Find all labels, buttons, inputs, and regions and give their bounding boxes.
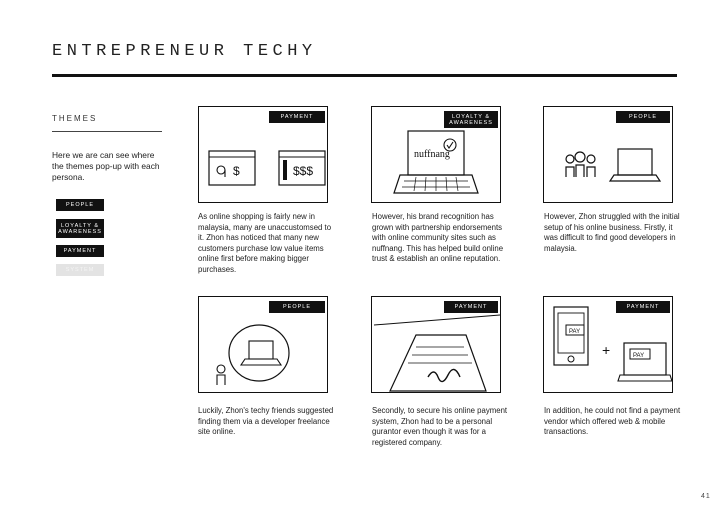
dollar-sign-sketch: $ xyxy=(233,164,240,178)
panel-2-tag: LOYALTY & AWARENESS xyxy=(444,111,498,128)
panel-2-caption: However, his brand recognition has grown with partnership endorsements with online community sites such as nuffnang. This has helped build online trust & establish an online reputation. xyxy=(372,212,504,264)
storyboard-panel-3 xyxy=(543,106,673,203)
storyboard-panel-6 xyxy=(543,296,673,393)
web-pay-label: PAY xyxy=(633,353,645,359)
panel-1-tag: PAYMENT xyxy=(269,111,325,123)
theme-tag-people: PEOPLE xyxy=(56,199,104,211)
triple-dollar-sketch: $$$ xyxy=(293,164,314,178)
storyboard-panel-1 xyxy=(198,106,328,203)
plus-sign: + xyxy=(602,342,611,358)
mobile-pay-label: PAY xyxy=(569,329,581,335)
panel-4-caption: Luckily, Zhon's techy friends suggested finding them via a developer freelance site online. xyxy=(198,406,334,437)
panel-4-tag: PEOPLE xyxy=(269,301,325,313)
page-number: 41 xyxy=(701,493,711,500)
panel-6-caption: In addition, he could not find a payment vendor which offered web & mobile transactions. xyxy=(544,406,681,437)
themes-label: THEMES xyxy=(52,114,98,123)
panel-3-tag: PEOPLE xyxy=(616,111,670,123)
panel-1-caption: As online shopping is fairly new in malaysia, many are unaccustomsed to it. Zhon has noticed that many new customers purchase low value items online first before making bigger purchases. xyxy=(198,212,332,274)
page-title: ENTREPRENEUR TECHY xyxy=(52,42,317,61)
storyboard-panel-4 xyxy=(198,296,328,393)
panel-5-caption: Secondly, to secure his online payment system, Zhon had to be a personal gurantor even though it was for a registered company. xyxy=(372,406,508,447)
themes-intro: Here we are can see where the themes pop-up with each persona. xyxy=(52,150,160,182)
themes-divider xyxy=(52,131,162,132)
theme-tag-loyalty-awareness: LOYALTY & AWARENESS xyxy=(56,219,104,238)
panel-5-tag: PAYMENT xyxy=(444,301,498,313)
theme-tag-system: SYSTEM xyxy=(56,264,104,276)
panel-3-caption: However, Zhon struggled with the initial setup of his online business. Firstly, it was difficult to find good developers in malaysia. xyxy=(544,212,680,253)
panel-6-tag: PAYMENT xyxy=(616,301,670,313)
storyboard-panel-5 xyxy=(371,296,501,393)
theme-tag-payment: PAYMENT xyxy=(56,245,104,257)
title-divider xyxy=(52,74,677,77)
storyboard-panel-2 xyxy=(371,106,501,203)
nuffnang-sketch: nuffnang xyxy=(414,149,450,160)
